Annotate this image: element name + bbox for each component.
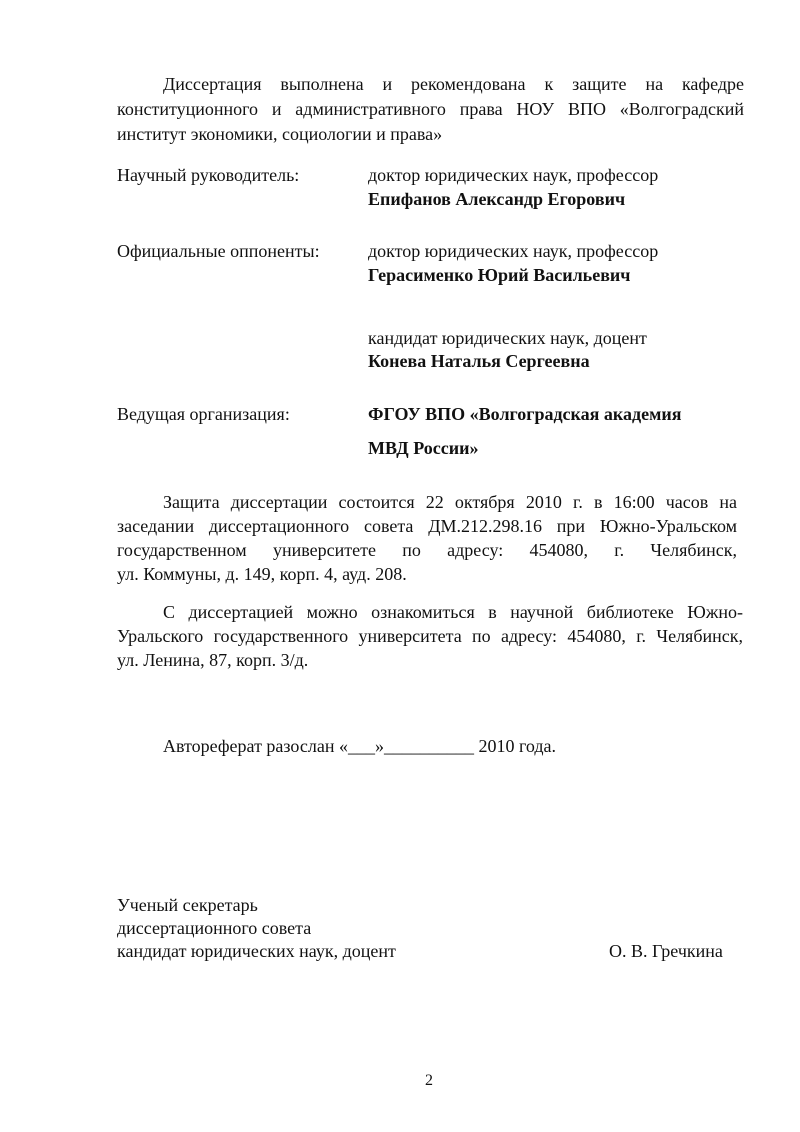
secretary-name: О. В. Гречкина xyxy=(609,941,723,961)
defense-line-1: Защита диссертации состоится 22 октября 2010 г. в 16:00 часов на xyxy=(163,492,737,512)
defense-line-2: заседании диссертационного совета ДМ.212.298.16 при Южно-Уральском xyxy=(117,516,737,536)
library-line-1: С диссертацией можно ознакомиться в научной библиотеке Южно- xyxy=(163,602,743,622)
opponents-label: Официальные оппоненты: xyxy=(117,241,320,261)
secretary-line-3: кандидат юридических наук, доцент xyxy=(117,941,396,961)
lead-org-line-1: ФГОУ ВПО «Волгоградская академия xyxy=(368,404,682,424)
mailing-date: Автореферат разослан «___»__________ 2010 года. xyxy=(163,736,557,756)
defense-line-4: ул. Коммуны, д. 149, корп. 4, ауд. 208. xyxy=(117,564,407,584)
defense-line-3: государственном университете по адресу: 454080, г. Челябинск, xyxy=(117,540,737,560)
page-number: 2 xyxy=(425,1072,433,1089)
lead-org-line-2: МВД России» xyxy=(368,438,479,458)
secretary-line-1: Ученый секретарь xyxy=(117,895,258,915)
intro-line-1: Диссертация выполнена и рекомендована к защите на кафедре xyxy=(163,74,744,94)
supervisor-label: Научный руководитель: xyxy=(117,165,300,185)
opponent-2-degree: кандидат юридических наук, доцент xyxy=(368,328,647,348)
supervisor-degree: доктор юридических наук, профессор xyxy=(368,165,659,185)
lead-org-label: Ведущая организация: xyxy=(117,404,290,424)
secretary-line-2: диссертационного совета xyxy=(117,918,312,938)
intro-line-2: конституционного и административного права НОУ ВПО «Волгоградский xyxy=(117,99,744,119)
supervisor-name: Епифанов Александр Егорович xyxy=(368,189,626,209)
library-line-2: Уральского государственного университета по адресу: 454080, г. Челябинск, xyxy=(117,626,743,646)
library-line-3: ул. Ленина, 87, корп. 3/д. xyxy=(117,650,309,670)
intro-line-3: институт экономики, социологии и права» xyxy=(117,124,443,144)
opponent-1-degree: доктор юридических наук, профессор xyxy=(368,241,659,261)
opponent-1-name: Герасименко Юрий Васильевич xyxy=(368,265,631,285)
opponent-2-name: Конева Наталья Сергеевна xyxy=(368,351,590,371)
